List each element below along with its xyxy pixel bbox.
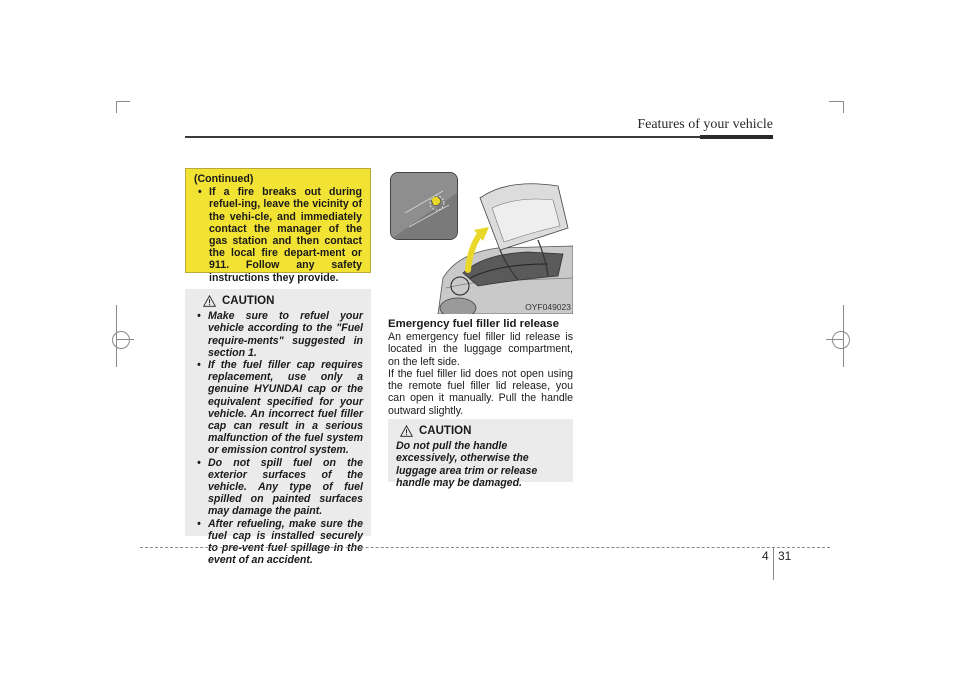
emergency-heading: Emergency fuel filler lid release	[388, 318, 559, 330]
crop-mark-top-right	[829, 101, 843, 102]
page-number-divider	[773, 548, 774, 580]
emergency-section	[388, 318, 573, 417]
release-handle-drawing	[391, 173, 457, 239]
continued-item: • If a fire breaks out during refuel-ing, leave the vicinity of the vehi-cle, and immediately contact the manager of the gas station and then contact the local fire depart-ment or 911. Follow any safety instructions they provide.	[194, 186, 362, 284]
footer-dashed-rule	[140, 547, 830, 548]
caution-item: • If the fuel filler cap requires replacement, use only a genuine HYUNDAI cap or the equivalent specified for your vehicle. An incorrect fuel filler cap can result in a serious malfunction of the fuel system or emission control system.	[193, 359, 363, 457]
caution-item: • After refueling, make sure the fuel cap is installed securely to pre-vent fuel spillage in the event of an accident.	[193, 518, 363, 567]
chapter-number: 4	[762, 549, 769, 563]
caution-title: CAUTION	[419, 425, 472, 437]
caution-item: • Make sure to refuel your vehicle according to the "Fuel require-ments" suggested in section 1.	[193, 310, 363, 359]
caution-title: CAUTION	[222, 295, 275, 307]
figure-code: OYF049023	[525, 302, 571, 312]
registration-circle-right	[832, 331, 850, 349]
registration-circle-left	[112, 331, 130, 349]
trunk-illustration	[388, 168, 573, 314]
caution-item: • Do not spill fuel on the exterior surfaces of the vehicle. Any type of fuel spilled on painted surfaces may damage the paint.	[193, 457, 363, 518]
warning-triangle-icon	[203, 295, 216, 307]
crop-mark-top-left	[116, 101, 117, 113]
header-rule-accent	[700, 135, 773, 139]
header-rule	[185, 136, 773, 138]
crop-mark-top-left-h	[116, 101, 130, 102]
section-title: Features of your vehicle	[637, 117, 773, 132]
caution-box-handle	[388, 419, 573, 489]
caution-list	[193, 310, 363, 566]
release-handle-inset	[390, 172, 458, 240]
caution-text: Do not pull the handle excessively, otherwise the luggage area trim or release handle may be damaged.	[396, 440, 538, 489]
emergency-paragraph-2: If the fuel filler lid does not open using the remote fuel filler lid release, you can open it manually. Pull the handle outward slightly.	[388, 367, 573, 417]
page-number: 31	[778, 549, 792, 563]
emergency-paragraph-1: An emergency fuel filler lid release is located in the luggage compartment, on the left side.	[388, 331, 573, 368]
continued-warning-box	[185, 168, 371, 284]
warning-triangle-icon	[400, 425, 413, 437]
caution-heading	[396, 425, 565, 437]
caution-heading	[193, 295, 363, 307]
continued-heading: (Continued)	[194, 173, 254, 185]
caution-box-fuel	[185, 289, 371, 567]
crop-mark-top-right-v	[843, 101, 844, 113]
continued-list	[194, 186, 362, 284]
